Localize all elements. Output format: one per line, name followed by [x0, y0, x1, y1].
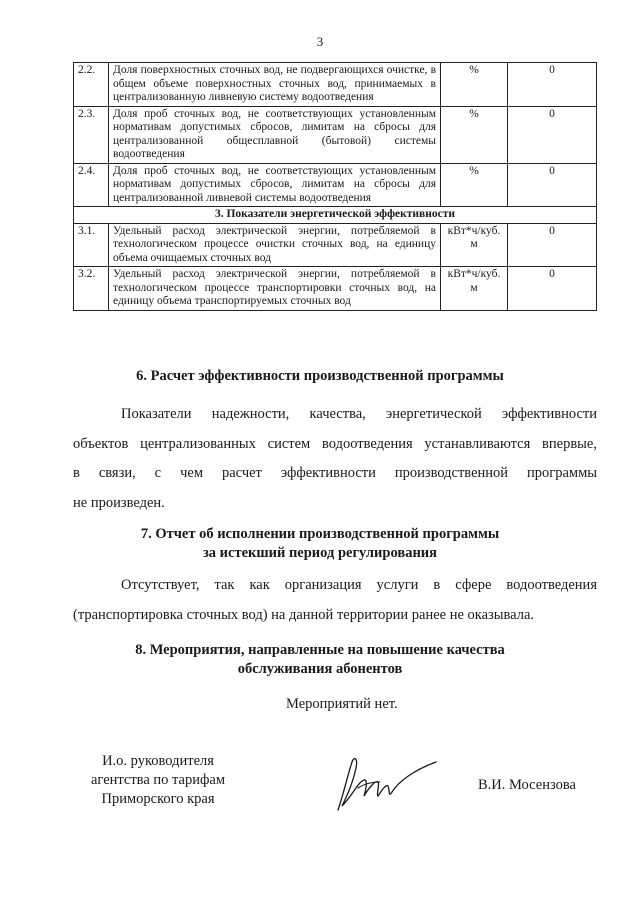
section-8-heading-line: обслуживания абонентов [237, 661, 403, 677]
section-7-heading-line: за истекший период регулирования [202, 545, 438, 561]
signer-name: В.И. Мосензова [478, 777, 576, 793]
table-section-title: 3. Показатели энергетической эффективности [74, 207, 597, 224]
indicator-value: 0 [508, 163, 597, 207]
indicator-unit: кВт*ч/куб. м [441, 223, 508, 267]
indicator-number: 3.1. [74, 223, 109, 267]
section-6-line: Показатели надежности, качества, энергетической эффективности [121, 406, 597, 422]
indicator-number: 2.3. [74, 106, 109, 163]
signer-position-line: Приморского края [101, 791, 215, 807]
indicator-name: Доля проб сточных вод, не соответствующих установленным нормативам допустимых сбросов, лимитам на сбросы для централизованной ливневой системы водоотведения [109, 163, 441, 207]
indicator-name: Удельный расход электрической энергии, потребляемой в технологическом процессе транспортировки сточных вод, на единицу объема транспортируемых сточных вод [109, 267, 441, 311]
indicator-value: 0 [508, 106, 597, 163]
section-6-line: не произведен. [73, 494, 165, 511]
section-6-text [73, 400, 597, 518]
indicator-number: 2.4. [74, 163, 109, 207]
section-6-line: в связи, с чем расчет эффективности производственной программы [73, 465, 597, 481]
table-row [74, 106, 597, 163]
signer-position [78, 752, 238, 809]
table-row [74, 267, 597, 311]
handwritten-signature [318, 752, 448, 814]
table-section-row [74, 207, 597, 224]
indicator-unit: % [441, 106, 508, 163]
signer-position-line: агентства по тарифам [91, 772, 225, 788]
indicators-table [73, 62, 597, 311]
indicator-unit: % [441, 63, 508, 107]
indicator-unit: % [441, 163, 508, 207]
section-7-text [73, 571, 597, 630]
section-8-heading [60, 641, 580, 679]
table-row [74, 163, 597, 207]
indicator-value: 0 [508, 223, 597, 267]
section-7-line: (транспортировка сточных вод) на данной территории ранее не оказывала. [73, 606, 535, 623]
section-8-heading-line: 8. Мероприятия, направленные на повышение качества [135, 642, 505, 658]
indicator-name: Доля проб сточных вод, не соответствующих установленным нормативам допустимых сбросов, лимитам на сбросы для централизованной общесплавной (бытовой) системы водоотведения [109, 106, 441, 163]
indicator-name: Доля поверхностных сточных вод, не подвергающихся очистке, в общем объеме поверхностных сточных вод, принимаемых в централизованную ливневую систему водоотведения [109, 63, 441, 107]
indicator-name: Удельный расход электрической энергии, потребляемой в технологическом процессе очистки сточных вод, на единицу объема очищаемых сточных вод [109, 223, 441, 267]
section-6-heading: 6. Расчет эффективности производственной программы [136, 368, 504, 384]
indicator-unit: кВт*ч/куб. м [441, 267, 508, 311]
section-7-line: Отсутствует, так как организация услуги в сфере водоотведения [121, 577, 597, 593]
table-row [74, 63, 597, 107]
section-7-heading-line: 7. Отчет об исполнении производственной программы [140, 526, 500, 542]
indicator-value: 0 [508, 63, 597, 107]
indicator-value: 0 [508, 267, 597, 311]
page-number: 3 [316, 34, 324, 49]
table-row [74, 223, 597, 267]
section-8-text: Мероприятий нет. [286, 696, 398, 712]
signer-position-line: И.о. руководителя [102, 753, 214, 769]
section-6-line: объектов централизованных систем водоотведения устанавливаются впервые, [73, 435, 597, 452]
indicator-number: 3.2. [74, 267, 109, 311]
indicator-number: 2.2. [74, 63, 109, 107]
section-7-heading [60, 525, 580, 563]
